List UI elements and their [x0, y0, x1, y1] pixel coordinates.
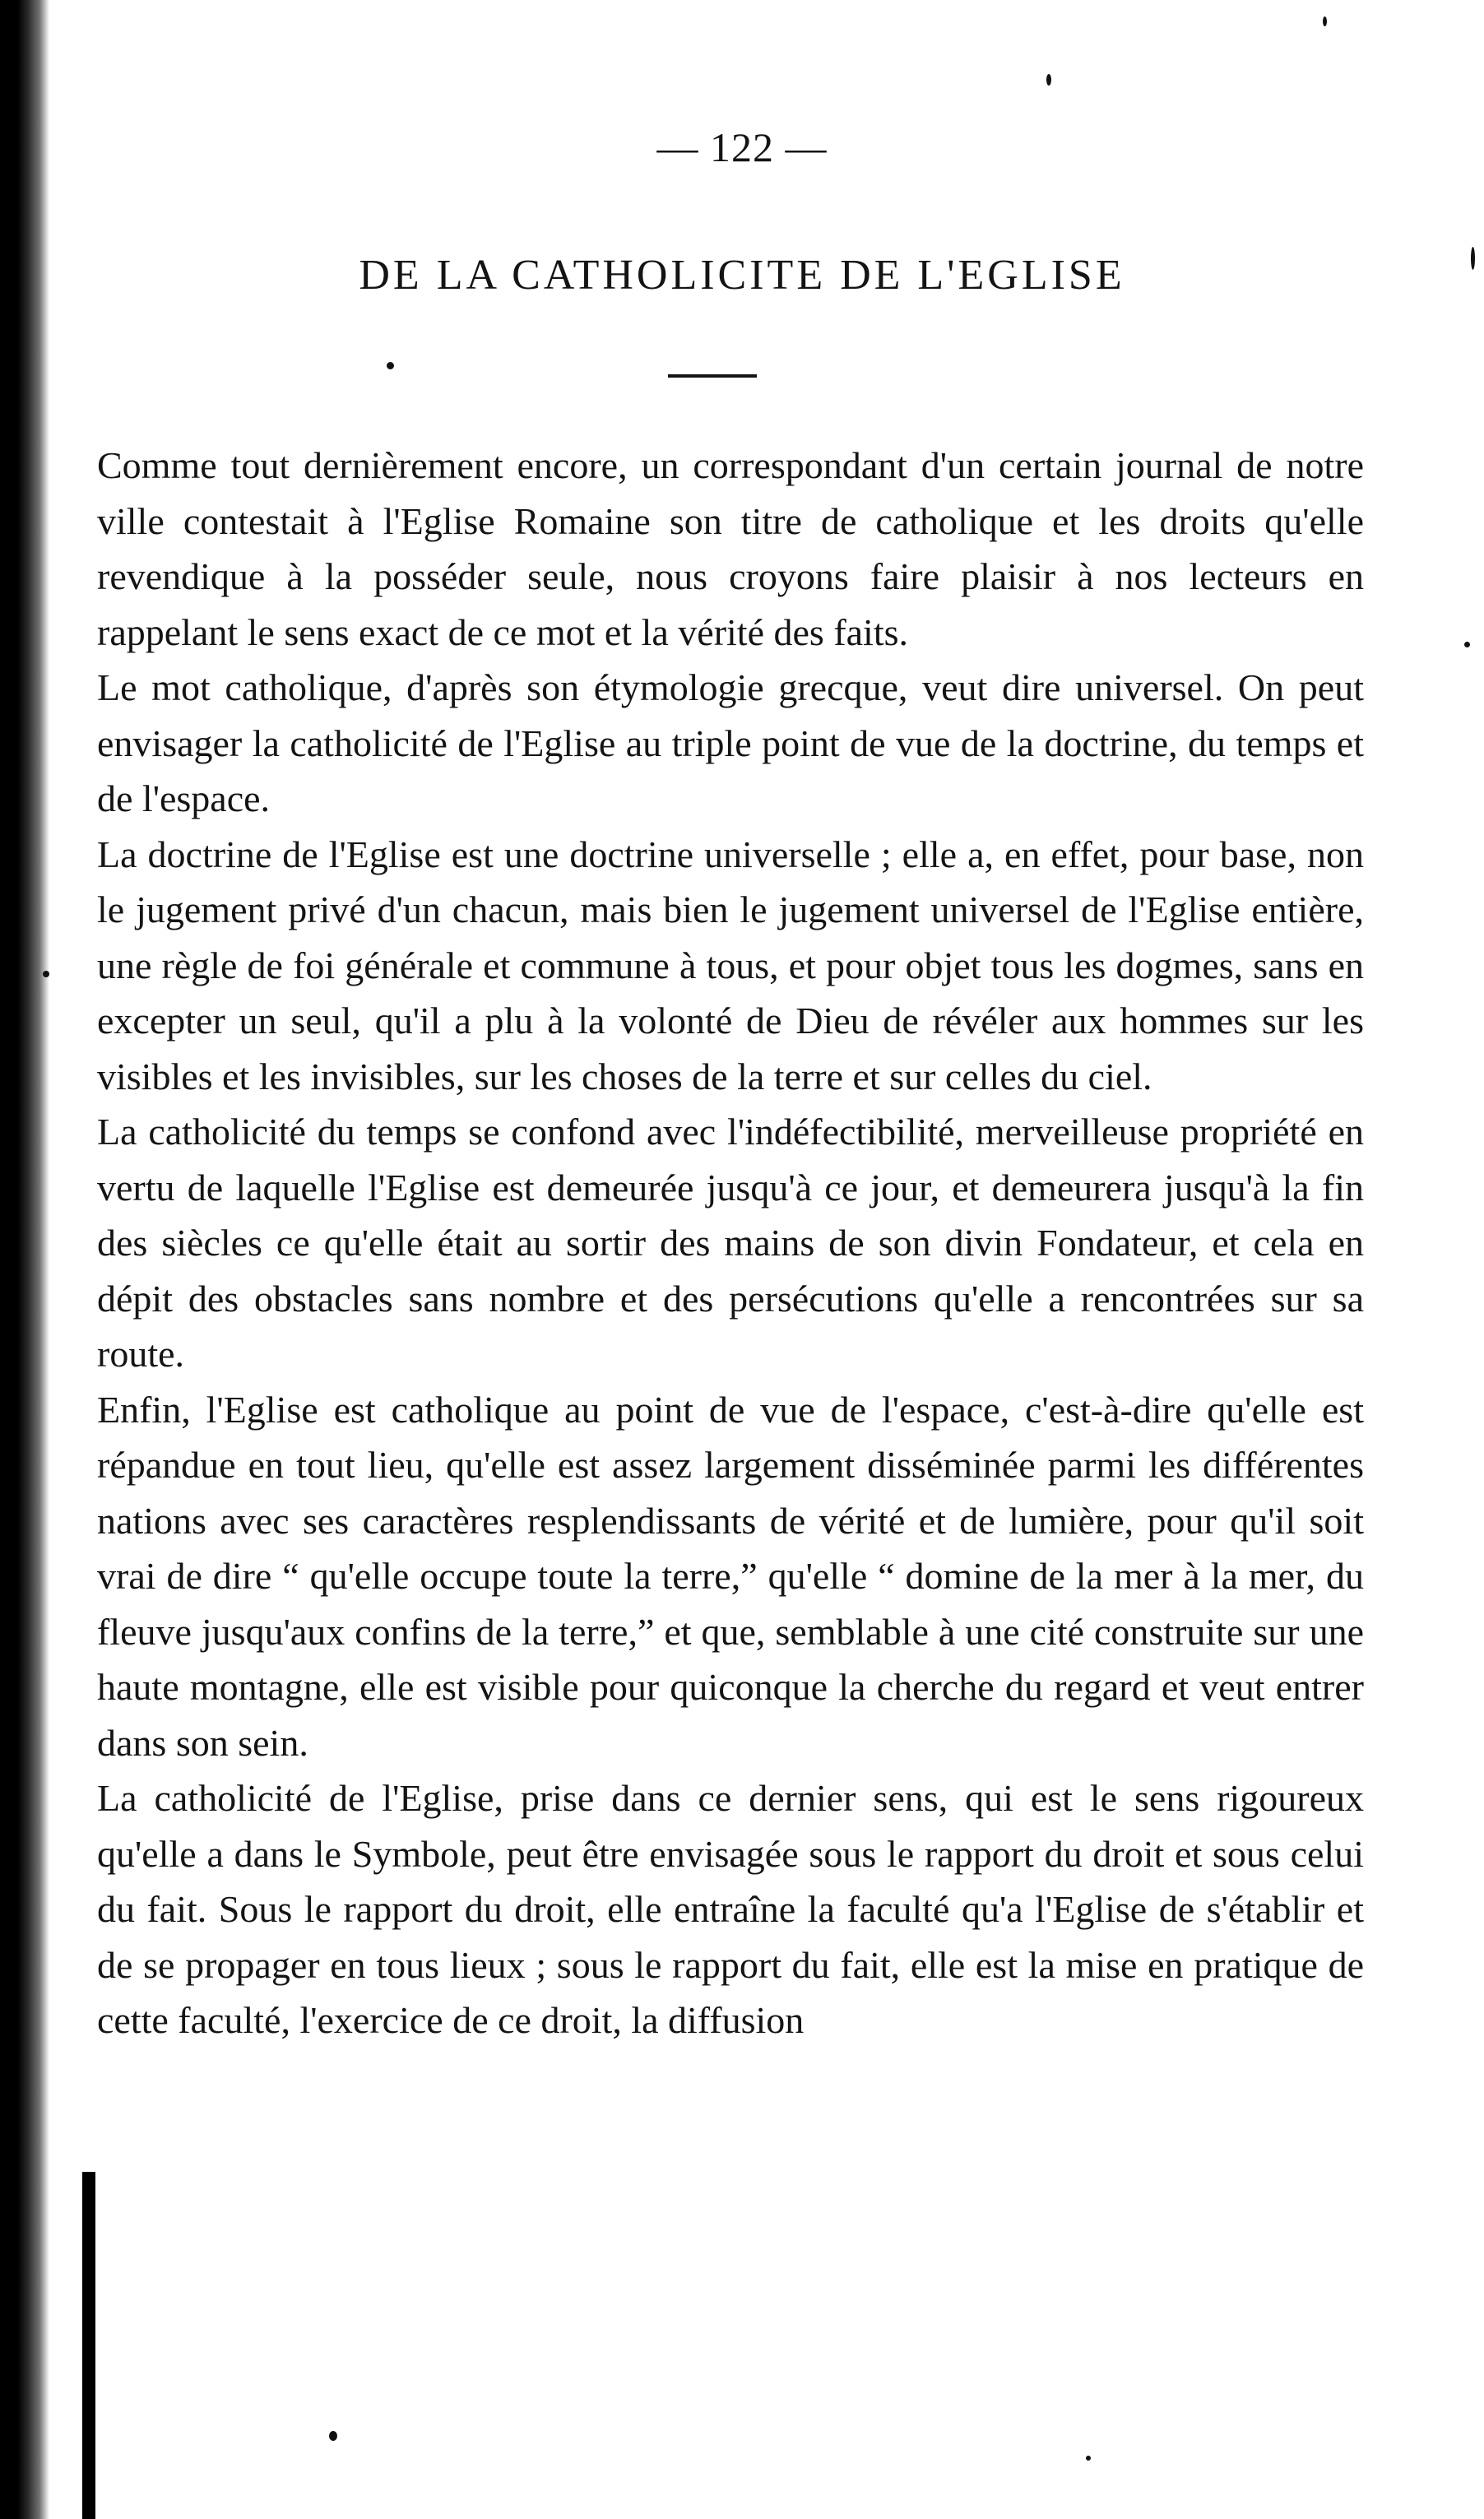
paragraph: La doctrine de l'Eglise est une doctrine universelle ; elle a, en effet, pour base, non le jugement privé d'un chacun, mais bien le jugement universel de l'Eglise entière, une règle de foi générale et commune à tous, et pour objet tous les dogmes, sans en excepter un seul, qu'il a plu à la volonté de Dieu de révéler aux hommes sur les visibles et les invisibles, sur les choses de la terre et sur celles du ciel.: [97, 833, 1364, 1097]
body-text: [97, 438, 1364, 2048]
scan-speck: [329, 2431, 337, 2441]
page-number: — 122 —: [656, 124, 828, 170]
scan-speck: [1046, 74, 1051, 86]
scan-speck: [1086, 2456, 1091, 2461]
paragraph: La catholicité du temps se confond avec l'indéfectibilité, merveilleuse propriété en vertu de laquelle l'Eglise est demeurée jusqu'à ce jour, et demeurera jusqu'à la fin des siècles ce qu'elle était au sortir des mains de son divin Fondateur, et cela en dépit des obstacles sans nombre et des persécutions qu'elle a rencontrées sur sa route.: [97, 1111, 1364, 1375]
paragraph: Enfin, l'Eglise est catholique au point de vue de l'espace, c'est-à-dire qu'elle est répandue en tout lieu, qu'elle est assez largement disséminée parmi les différentes nations avec ses caractères resplendissants de vérité et de lumière, pour qu'il soit vrai de dire “ qu'elle occupe toute la terre,” qu'elle “ domine de la mer à la mer, du fleuve jusqu'aux confins de la terre,” et que, semblable à une cité construite sur une haute montagne, elle est visible pour quiconque la cherche du regard et veut entrer dans son sein.: [97, 1388, 1364, 1764]
scan-speck: [387, 362, 394, 369]
paragraph: Le mot catholique, d'après son étymologie grecque, veut dire universel. On peut envisager la catholicité de l'Eglise au triple point de vue de la doctrine, du temps et de l'espace.: [97, 666, 1364, 819]
chapter-title: DE LA CATHOLICITE DE L'EGLISE: [359, 252, 1125, 299]
scan-speck: [1323, 16, 1327, 26]
scan-speck: [1464, 642, 1470, 647]
title-rule: [668, 374, 757, 378]
paragraph: Comme tout dernièrement encore, un correspondant d'un certain journal de notre ville contestait à l'Eglise Romaine son titre de catholique et les droits qu'elle revendique à la posséder seule, nous croyons faire plaisir à nos lecteurs en rappelant le sens exact de ce mot et la vérité des faits.: [97, 444, 1364, 653]
binding-gutter-shadow: [0, 0, 49, 2519]
scan-speck: [43, 971, 49, 977]
scan-speck: [1471, 247, 1475, 270]
binding-gutter-edge: [82, 2172, 95, 2519]
paragraph: La catholicité de l'Eglise, prise dans ce dernier sens, qui est le sens rigoureux qu'elle a dans le Symbole, peut être envisagée sous le rapport du droit et sous celui du fait. Sous le rapport du droit, elle entraîne la faculté qu'a l'Eglise de s'établir et de se propager en tous lieux ; sous le rapport du fait, elle est la mise en pratique de cette faculté, l'exercice de ce droit, la diffusion: [97, 1777, 1364, 2041]
